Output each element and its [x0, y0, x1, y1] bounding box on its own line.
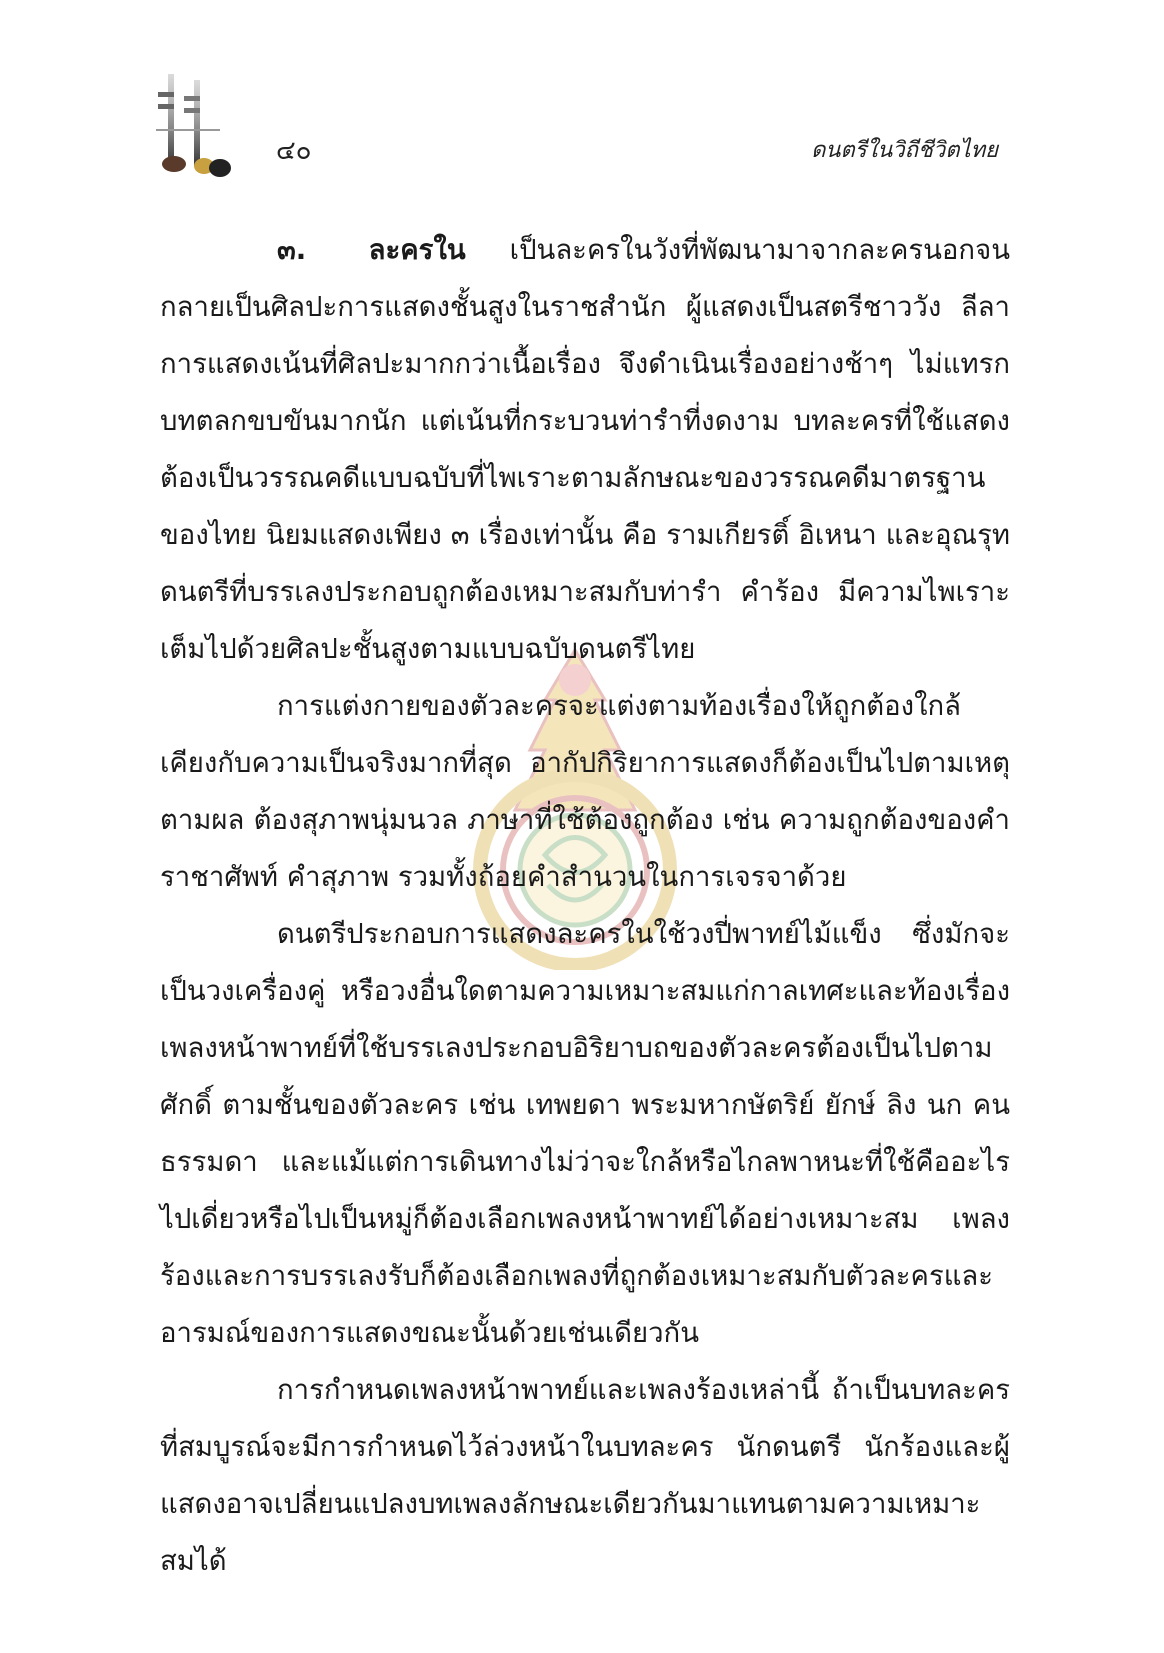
paragraph-music-accompaniment: ดนตรีประกอบการแสดงละครในใช้วงปี่พาทย์ไม้แข็ง ซึ่งมักจะเป็นวงเครื่องคู่ หรือวงอื่นใดตามความเหมาะสมแก่กาลเทศะและท้องเรื่อง เพลงหน้าพาทย์ที่ใช้บรรเลงประกอบอิริยาบถของตัวละครต้องเป็นไปตามศักดิ์ ตามชั้นของตัวละคร เช่น เทพยดา พระมหากษัตริย์ ยักษ์ ลิง นก คนธรรมดา และแม้แต่การเดินทางไม่ว่าจะใกล้หรือไกลพาหนะที่ใช้คืออะไร ไปเดี่ยวหรือไปเป็นหมู่ก็ต้องเลือกเพลงหน้าพาทย์ได้อย่างเหมาะสม เพลงร้องและการบรรเลงรับก็ต้องเลือกเพลงที่ถูกต้องเหมาะสมกับตัวละครและอารมณ์ของการแสดงขณะนั้นด้วยเช่นเดียวกัน	[160, 918, 1010, 1349]
paragraph-song-selection: การกำหนดเพลงหน้าพาทย์และเพลงร้องเหล่านี้ ถ้าเป็นบทละครที่สมบูรณ์จะมีการกำหนดไว้ล่วงหน้าในบทละคร นักดนตรี นักร้องและผู้แสดงอาจเปลี่ยนแปลงบทเพลงลักษณะเดียวกันมาแทนตามความเหมาะสมได้	[160, 1374, 1010, 1577]
paragraph-lakhon-nai	[160, 222, 1010, 678]
thai-fiddle-instruments-icon	[150, 70, 260, 180]
section-heading: ละครใน	[368, 234, 466, 266]
section-number: ๓.	[277, 234, 307, 266]
page-number: ๔๐	[276, 136, 312, 166]
body-text	[160, 222, 1010, 1590]
paragraph-text: เป็นละครในวังที่พัฒนามาจากละครนอกจนกลายเป็นศิลปะการแสดงชั้นสูงในราชสำนัก ผู้แสดงเป็นสตรีชาววัง ลีลาการแสดงเน้นที่ศิลปะมากกว่าเนื้อเรื่อง จึงดำเนินเรื่องอย่างช้าๆ ไม่แทรกบทตลกขบขันมากนัก แต่เน้นที่กระบวนท่ารำที่งดงาม บทละครที่ใช้แสดงต้องเป็นวรรณคดีแบบฉบับที่ไพเราะตามลักษณะของวรรณคดีมาตรฐานของไทย นิยมแสดงเพียง ๓ เรื่องเท่านั้น คือ รามเกียรติ์ อิเหนา และอุณรุท ดนตรีที่บรรเลงประกอบถูกต้องเหมาะสมกับท่ารำ คำร้อง มีความไพเราะ เต็มไปด้วยศิลปะชั้นสูงตามแบบฉบับดนตรีไทย	[160, 234, 1010, 665]
paragraph-costume: การแต่งกายของตัวละครจะแต่งตามท้องเรื่องให้ถูกต้องใกล้เคียงกับความเป็นจริงมากที่สุด อากัปกิริยาการแสดงก็ต้องเป็นไปตามเหตุตามผล ต้องสุภาพนุ่มนวล ภาษาที่ใช้ต้องถูกต้อง เช่น ความถูกต้องของคำราชาศัพท์ คำสุภาพ รวมทั้งถ้อยคำสำนวนในการเจรจาด้วย	[160, 690, 1010, 893]
running-head: ดนตรีในวิถีชีวิตไทย	[811, 138, 998, 163]
